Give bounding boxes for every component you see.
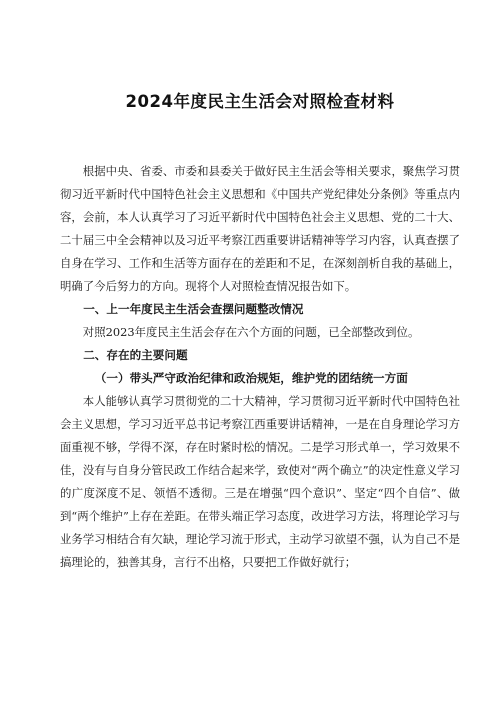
document-title: 2024年度民主生活会对照检查材料 bbox=[125, 92, 395, 111]
section-heading-1: 一、上一年度民主生活会查摆问题整改情况 bbox=[83, 302, 304, 316]
intro-paragraph: 根据中央、省委、市委和县委关于做好民主生活会等相关要求，聚焦学习贯彻习近平新时代中国特色社会主义思想和《中国共产党纪律处分条例》等重点内容，会前，本人认真学习了习近平新时代中国特色社会主义思想、党的二十大、二十届三中全会精神以及习近平考察江西重要讲话精神等学习内容，认真查摆了自身在学习、工作和生活等方面存在的差距和不足，在深刻剖析自我的基础上，明确了今后努力的方向。现将个人对照检查情况报告如下。 bbox=[60, 164, 460, 293]
section-1-paragraph: 对照2023年度民主生活会存在六个方面的问题，已全部整改到位。 bbox=[82, 325, 420, 339]
subsection-1-paragraph: 本人能够认真学习贯彻党的二十大精神，学习贯彻习近平新时代中国特色社会主义思想，学习习近平总书记考察江西重要讲话精神，一是在自身理论学习方面重视不够，学得不深，存在时紧时松的情况。二是学习形式单一，学习效果不佳，没有与自身分管民政工作结合起来学，致使对“两个确立”的决定性意义学习的广度深度不足、领悟不透彻。三是在增强“四个意识”、坚定“四个自信”、做到“两个维护”上存在差距。在带头端正学习态度，改进学习方法，将理论学习与业务学习相结合有欠缺，理论学习流于形式，主动学习欲望不强，认为自己不是搞理论的，独善其身，言行不出格，只要把工作做好就行； bbox=[60, 394, 460, 569]
section-heading-2: 二、存在的主要问题 bbox=[83, 348, 188, 362]
subsection-heading-1: （一）带头严守政治纪律和政治规矩，维护党的团结统一方面 bbox=[94, 371, 408, 385]
